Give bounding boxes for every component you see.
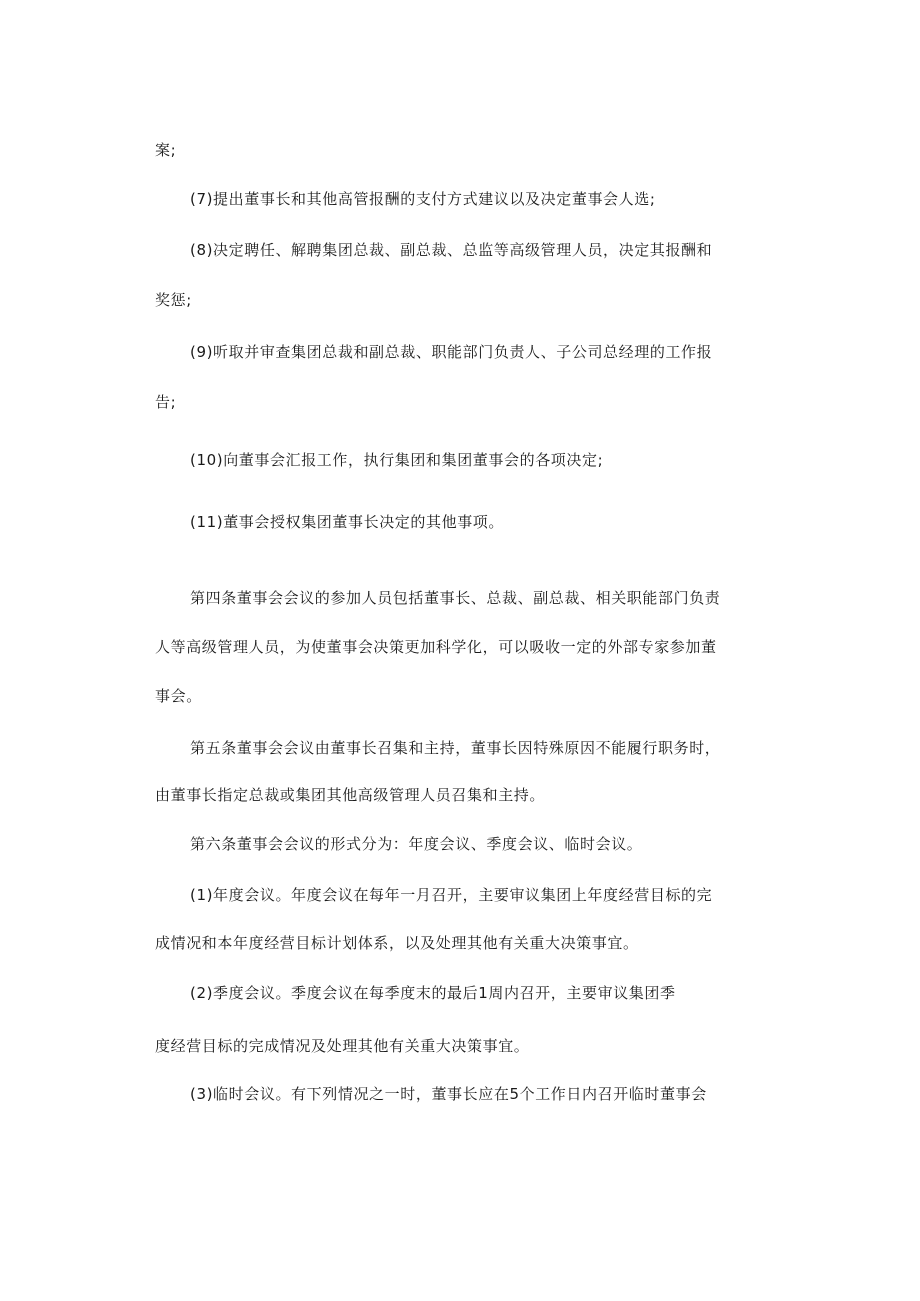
annual-meeting-line-2: 成情况和本年度经营目标计划体系，以及处理其他有关重大决策事宜。	[155, 934, 639, 952]
article-6-line-1: 第六条董事会会议的形式分为：年度会议、季度会议、临时会议。	[190, 835, 643, 853]
quarterly-meeting-line-1: (2)季度会议。季度会议在每季度末的最后1周内召开，主要审议集团季	[190, 984, 676, 1002]
article-4-line-1: 第四条董事会会议的参加人员包括董事长、总裁、副总裁、相关职能部门负责	[190, 589, 721, 607]
list-item-9: (9)听取并审查集团总裁和副总裁、职能部门负责人、子公司总经理的工作报	[190, 343, 713, 361]
quarterly-meeting-line-2: 度经营目标的完成情况及处理其他有关重大决策事宜。	[155, 1037, 530, 1055]
list-item-10: (10)向董事会汇报工作，执行集团和集团董事会的各项决定;	[190, 451, 604, 469]
list-item-8-continuation: 奖惩;	[155, 291, 192, 309]
list-item-7: (7)提出董事长和其他高管报酬的支付方式建议以及决定董事会人选;	[190, 190, 656, 208]
article-4-line-3: 事会。	[155, 687, 202, 705]
article-5-line-1: 第五条董事会会议由董事长召集和主持，董事长因特殊原因不能履行职务时，	[190, 739, 721, 757]
article-4-line-2: 人等高级管理人员，为使董事会决策更加科学化，可以吸收一定的外部专家参加董	[155, 638, 717, 656]
annual-meeting-line-1: (1)年度会议。年度会议在每年一月召开，主要审议集团上年度经营目标的完	[190, 886, 713, 904]
temporary-meeting-line-1: (3)临时会议。有下列情况之一时，董事长应在5个工作日内召开临时董事会	[190, 1085, 707, 1103]
list-item-8: (8)决定聘任、解聘集团总裁、副总裁、总监等高级管理人员，决定其报酬和	[190, 241, 713, 259]
text-line-continuation: 案;	[155, 141, 177, 159]
list-item-11: (11)董事会授权集团董事长决定的其他事项。	[190, 513, 504, 531]
article-5-line-2: 由董事长指定总裁或集团其他高级管理人员召集和主持。	[155, 786, 546, 804]
list-item-9-continuation: 告;	[155, 393, 177, 411]
